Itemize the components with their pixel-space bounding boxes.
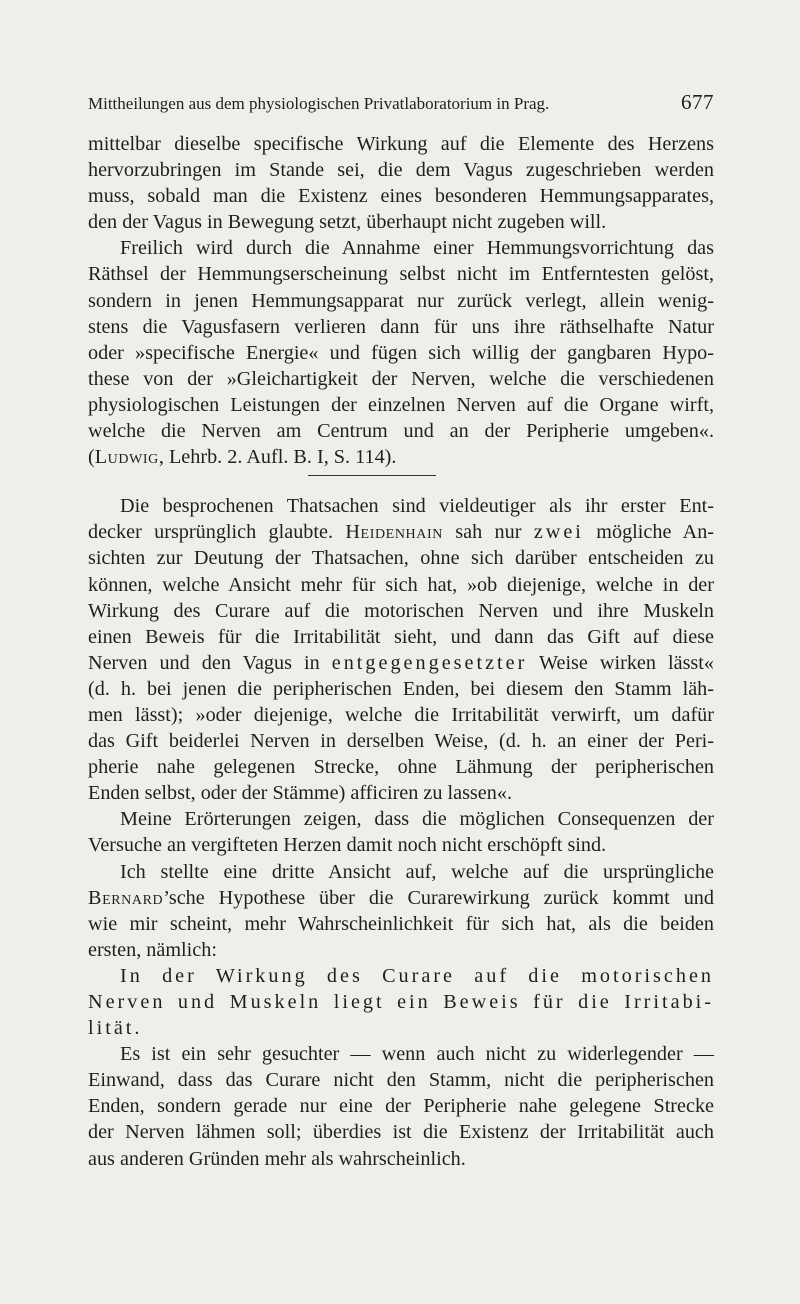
author-name: Heidenhain bbox=[345, 521, 443, 544]
text-line: hervorzubringen im Stande sei, die dem Vagus zugeschrieben werden bbox=[88, 159, 714, 182]
text-line: einen Beweis für die Irritabilität sieht, und dann das Gift auf diese bbox=[88, 625, 714, 648]
thesis-line: lität. bbox=[88, 1017, 143, 1040]
text-line: oder »specifische Energie« und fügen sich willig der gangbaren Hypo- bbox=[88, 341, 714, 364]
spaced-emphasis: entgegengesetzter bbox=[331, 651, 528, 674]
text-line: Die besprochenen Thatsachen sind vieldeutiger als ihr erster Ent- bbox=[120, 495, 714, 518]
citation-author: Ludwig bbox=[94, 446, 159, 469]
text-line: decker ursprünglich glaubte. Heidenhain sah nur zwei mögliche An- bbox=[88, 521, 715, 544]
text-line: (d. h. bei jenen die peripherischen Enden, bei diesem den Stamm läh- bbox=[88, 677, 714, 700]
text-line: der Nerven lähmen soll; überdies ist die Existenz der Irritabilität auch bbox=[88, 1121, 714, 1144]
author-name: Bernard bbox=[88, 886, 164, 909]
spaced-emphasis: zwei bbox=[533, 521, 584, 544]
text-line: welche die Nerven am Centrum und an der Peripherie umgeben«. bbox=[88, 420, 714, 443]
text-line: pherie nahe gelegenen Strecke, ohne Lähmung der peripherischen bbox=[88, 756, 714, 779]
citation-line: (Ludwig, Lehrb. 2. Aufl. B. I, S. 114). bbox=[88, 446, 397, 469]
text-line: Wirkung des Curare auf die motorischen Nerven und ihre Muskeln bbox=[88, 599, 714, 622]
text-line: das Gift beiderlei Nerven in derselben Weise, (d. h. an einer der Peri- bbox=[88, 730, 714, 753]
text-line: ersten, nämlich: bbox=[88, 938, 217, 961]
running-title: Mittheilungen aus dem physiologischen Privatlaboratorium in Prag. bbox=[88, 94, 550, 113]
text-line: stens die Vagusfasern verlieren dann für uns ihre räthselhafte Natur bbox=[88, 315, 714, 338]
text-line: Nerven und den Vagus in entgegengesetzter Weise wirken lässt« bbox=[88, 651, 714, 674]
text-line: physiologischen Leistungen der einzelnen Nerven auf die Organe wirft, bbox=[88, 393, 714, 416]
text-line: muss, sobald man die Existenz eines besonderen Hemmungsapparates, bbox=[88, 185, 714, 208]
text-line: Enden, sondern gerade nur eine der Peripherie nahe gelegene Strecke bbox=[88, 1095, 714, 1118]
divider-rule bbox=[308, 475, 436, 476]
text-line: Meine Erörterungen zeigen, dass die möglichen Consequenzen der bbox=[120, 808, 714, 831]
text-line: Einwand, dass das Curare nicht den Stamm, nicht die peripherischen bbox=[88, 1069, 714, 1092]
thesis-line: In der Wirkung des Curare auf die motorischen bbox=[120, 964, 714, 987]
text-line: Versuche an vergifteten Herzen damit noch nicht erschöpft sind. bbox=[88, 834, 607, 857]
text-line: men lässt); »oder diejenige, welche die Irritabilität verwirft, um dafür bbox=[88, 703, 714, 726]
text-line: wie mir scheint, mehr Wahrscheinlichkeit für sich hat, als die beiden bbox=[88, 912, 714, 935]
text-line: Enden selbst, oder der Stämme) afficiren zu lassen«. bbox=[88, 782, 512, 805]
text-line: können, welche Ansicht mehr für sich hat, »ob diejenige, welche in der bbox=[88, 573, 714, 596]
text-line: Bernard’sche Hypothese über die Curarewirkung zurück kommt und bbox=[88, 886, 714, 909]
text-line: mittelbar dieselbe specifische Wirkung auf die Elemente des Herzens bbox=[88, 133, 714, 155]
thesis-line: Nerven und Muskeln liegt ein Beweis für die Irritabi- bbox=[88, 991, 714, 1013]
text-line: sichten zur Deutung der Thatsachen, ohne sich darüber entscheiden zu bbox=[88, 547, 714, 570]
text-line: Räthsel der Hemmungserscheinung selbst nicht im Entferntesten gelöst, bbox=[88, 263, 714, 286]
text-line: Freilich wird durch die Annahme einer Hemmungsvorrichtung das bbox=[120, 237, 714, 260]
text-line: den der Vagus in Bewegung setzt, überhaupt nicht zugeben will. bbox=[88, 211, 607, 234]
running-header bbox=[88, 90, 714, 115]
text-line: Es ist ein sehr gesuchter — wenn auch nicht zu widerlegender — bbox=[120, 1043, 714, 1066]
text-line: sondern in jenen Hemmungsapparat nur zurück verlegt, allein wenig- bbox=[88, 289, 714, 312]
text-line: these von der »Gleichartigkeit der Nerven, welche die verschiedenen bbox=[88, 367, 714, 390]
section-divider bbox=[88, 470, 714, 493]
body-text bbox=[88, 131, 714, 1172]
text-line: Ich stellte eine dritte Ansicht auf, welche auf die ursprüngliche bbox=[120, 860, 714, 883]
text-line: aus anderen Gründen mehr als wahrscheinlich. bbox=[88, 1147, 466, 1170]
page-number: 677 bbox=[681, 90, 714, 114]
